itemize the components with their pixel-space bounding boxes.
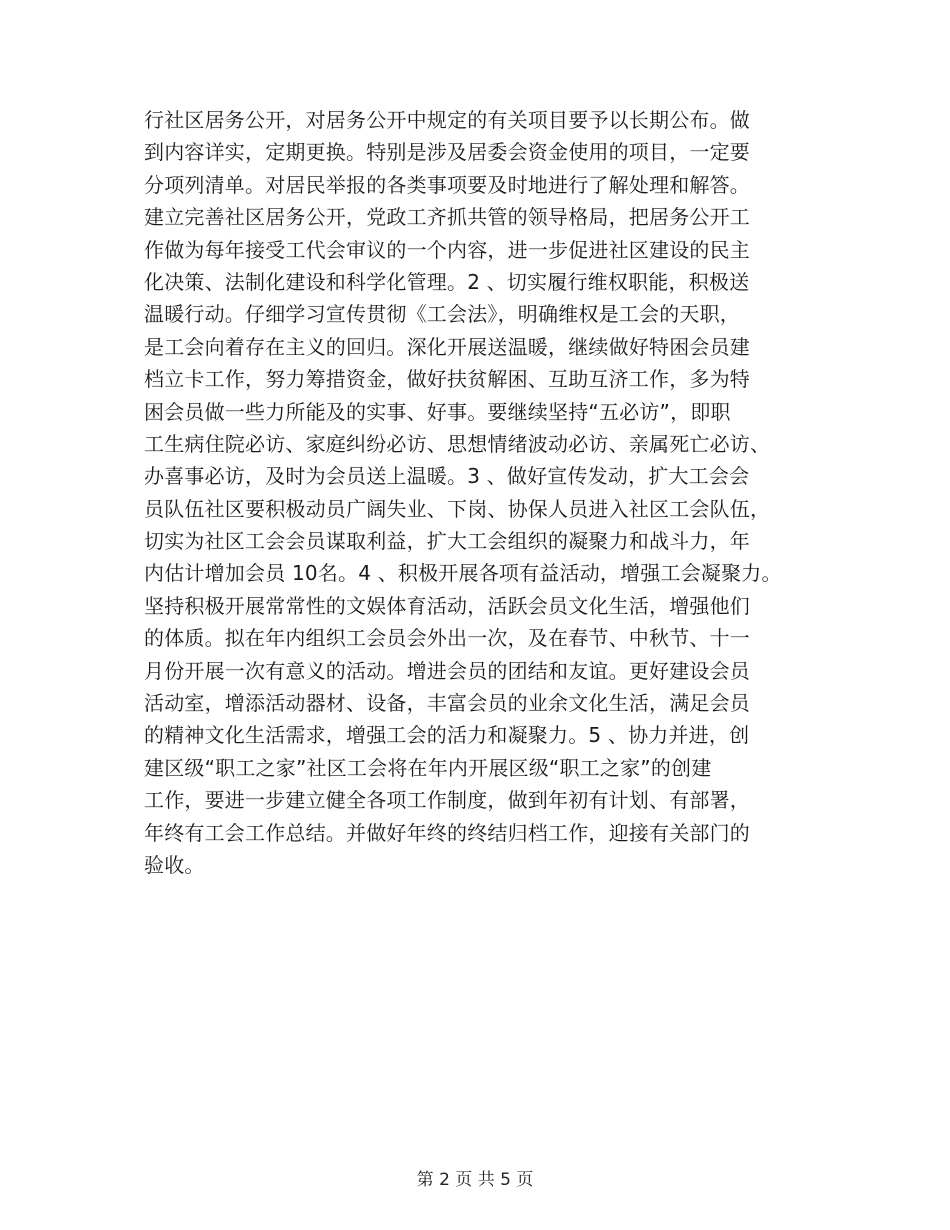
text-line: 年终有工会工作总结。并做好年终的终结归档工作，迎接有关部门的	[144, 820, 750, 845]
text-line: 员队伍社区要积极动员广阔失业、下岗、协保人员进入社区工会队伍，	[144, 496, 771, 521]
text-line: 验收。	[144, 852, 205, 877]
text-line: 活动室，增添活动器材、设备，丰富会员的业余文化生活，满足会员	[144, 691, 750, 716]
text-line: 的体质。拟在年内组织工会员会外出一次，及在春节、中秋节、十一	[144, 626, 750, 651]
text-line: 档立卡工作，努力筹措资金，做好扶贫解困、互助互济工作，多为特	[144, 367, 750, 392]
text-line: 化决策、法制化建设和科学化管理。2 、切实履行维权职能，积极送	[144, 269, 750, 294]
text-line: 建区级“职工之家”社区工会将在年内开展区级“职工之家”的创建	[144, 755, 712, 780]
text-line: 困会员做一些力所能及的实事、好事。要继续坚持“五必访”，即职	[144, 399, 731, 424]
text-line: 到内容详实，定期更换。特别是涉及居委会资金使用的项目，一定要	[144, 140, 750, 165]
text-line: 行社区居务公开，对居务公开中规定的有关项目要予以长期公布。做	[144, 108, 750, 132]
text-line: 是工会向着存在主义的回归。深化开展送温暖，继续做好特困会员建	[144, 334, 750, 359]
text-line: 的精神文化生活需求，增强工会的活力和凝聚力。5 、协力并进，创	[144, 723, 750, 748]
document-body	[144, 104, 864, 881]
text-line: 办喜事必访，及时为会员送上温暖。3 、做好宣传发动，扩大工会会	[144, 464, 750, 489]
page-number-footer: 第 2 页 共 5 页	[416, 1170, 534, 1190]
text-line: 切实为社区工会会员谋取利益，扩大工会组织的凝聚力和战斗力，年	[144, 529, 750, 554]
text-line: 作做为每年接受工代会审议的一个内容，进一步促进社区建设的民主	[144, 237, 750, 262]
text-line: 工生病住院必访、家庭纠纷必访、思想情绪波动必访、亲属死亡必访、	[144, 431, 771, 456]
text-line: 工作，要进一步建立健全各项工作制度，做到年初有计划、有部署，	[144, 788, 750, 813]
text-line: 月份开展一次有意义的活动。增进会员的团结和友谊。更好建设会员	[144, 658, 750, 683]
text-line: 分项列清单。对居民举报的各类事项要及时地进行了解处理和解答。	[144, 172, 750, 197]
text-line: 建立完善社区居务公开，党政工齐抓共管的领导格局，把居务公开工	[144, 205, 750, 230]
text-line: 坚持积极开展常常性的文娱体育活动，活跃会员文化生活，增强他们	[144, 593, 750, 618]
text-line: 温暖行动。仔细学习宣传贯彻《工会法》，明确维权是工会的天职，	[144, 302, 740, 327]
text-line: 内估计增加会员 10名。4 、积极开展各项有益活动，增强工会凝聚力。	[144, 561, 782, 586]
